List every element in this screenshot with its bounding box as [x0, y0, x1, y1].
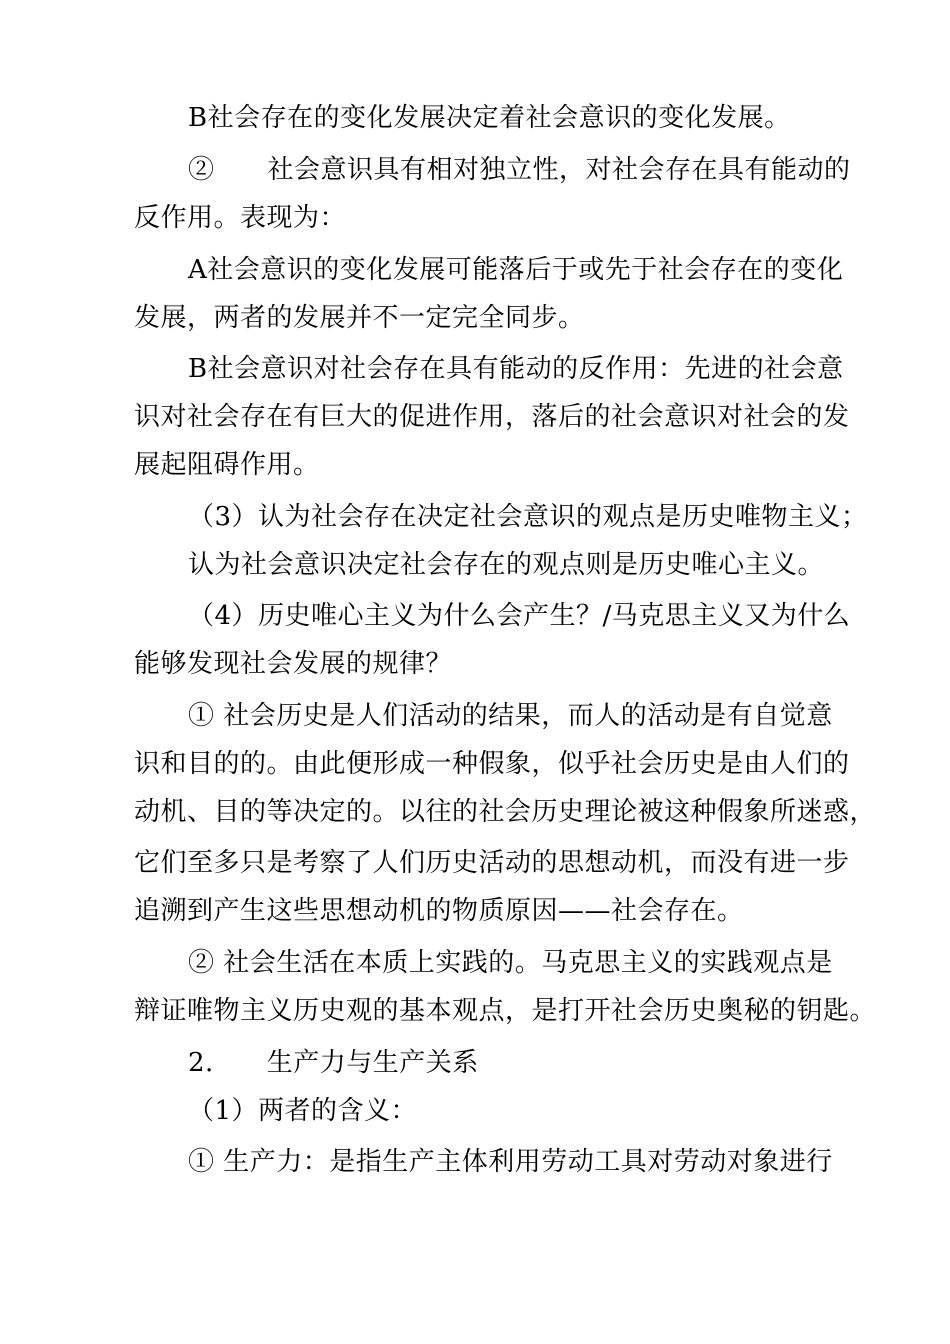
text-line: ② 社会意识具有相对独立性，对社会存在具有能动的: [188, 155, 851, 185]
text-line: 它们至多只是考察了人们历史活动的思想动机，而没有进一步: [134, 848, 850, 878]
text-line: 辩证唯物主义历史观的基本观点，是打开社会历史奥秘的钥匙。: [134, 996, 877, 1026]
text-line: 识对社会存在有巨大的促进作用，落后的社会意识对社会的发: [134, 402, 850, 432]
text-line: B社会意识对社会存在具有能动的反作用：先进的社会意: [188, 354, 844, 384]
text-line: 识和目的的。由此便形成一种假象，似乎社会历史是由人们的: [134, 749, 850, 779]
text-line: A社会意识的变化发展可能落后于或先于社会存在的变化: [188, 255, 844, 285]
text-line: 追溯到产生这些思想动机的物质原因——社会存在。: [134, 896, 744, 926]
text-line: （1）两者的含义：: [188, 1096, 418, 1126]
text-line: 认为社会意识决定社会存在的观点则是历史唯心主义。: [188, 550, 825, 580]
text-line: B社会存在的变化发展决定着社会意识的变化发展。: [188, 103, 791, 133]
text-line: ① 社会历史是人们活动的结果，而人的活动是有自觉意: [188, 701, 833, 731]
text-line: ① 生产力：是指生产主体利用劳动工具对劳动对象进行: [188, 1147, 833, 1177]
text-line: 能够发现社会发展的规律？: [134, 649, 453, 679]
text-line: 发展，两者的发展并不一定完全同步。: [134, 303, 585, 333]
text-line: 展起阻碍作用。: [134, 450, 320, 480]
text-line: （4）历史唯心主义为什么会产生？/马克思主义又为什么: [188, 601, 851, 631]
text-line: 反作用。表现为：: [134, 203, 347, 233]
text-line: 动机、目的等决定的。以往的社会历史理论被这种假象所迷惑，: [134, 797, 877, 827]
text-line: ② 社会生活在本质上实践的。马克思主义的实践观点是: [188, 948, 833, 978]
text-line: 2. 生产力与生产关系: [188, 1048, 479, 1078]
text-line: （3）认为社会存在决定社会意识的观点是历史唯物主义；: [188, 502, 868, 532]
